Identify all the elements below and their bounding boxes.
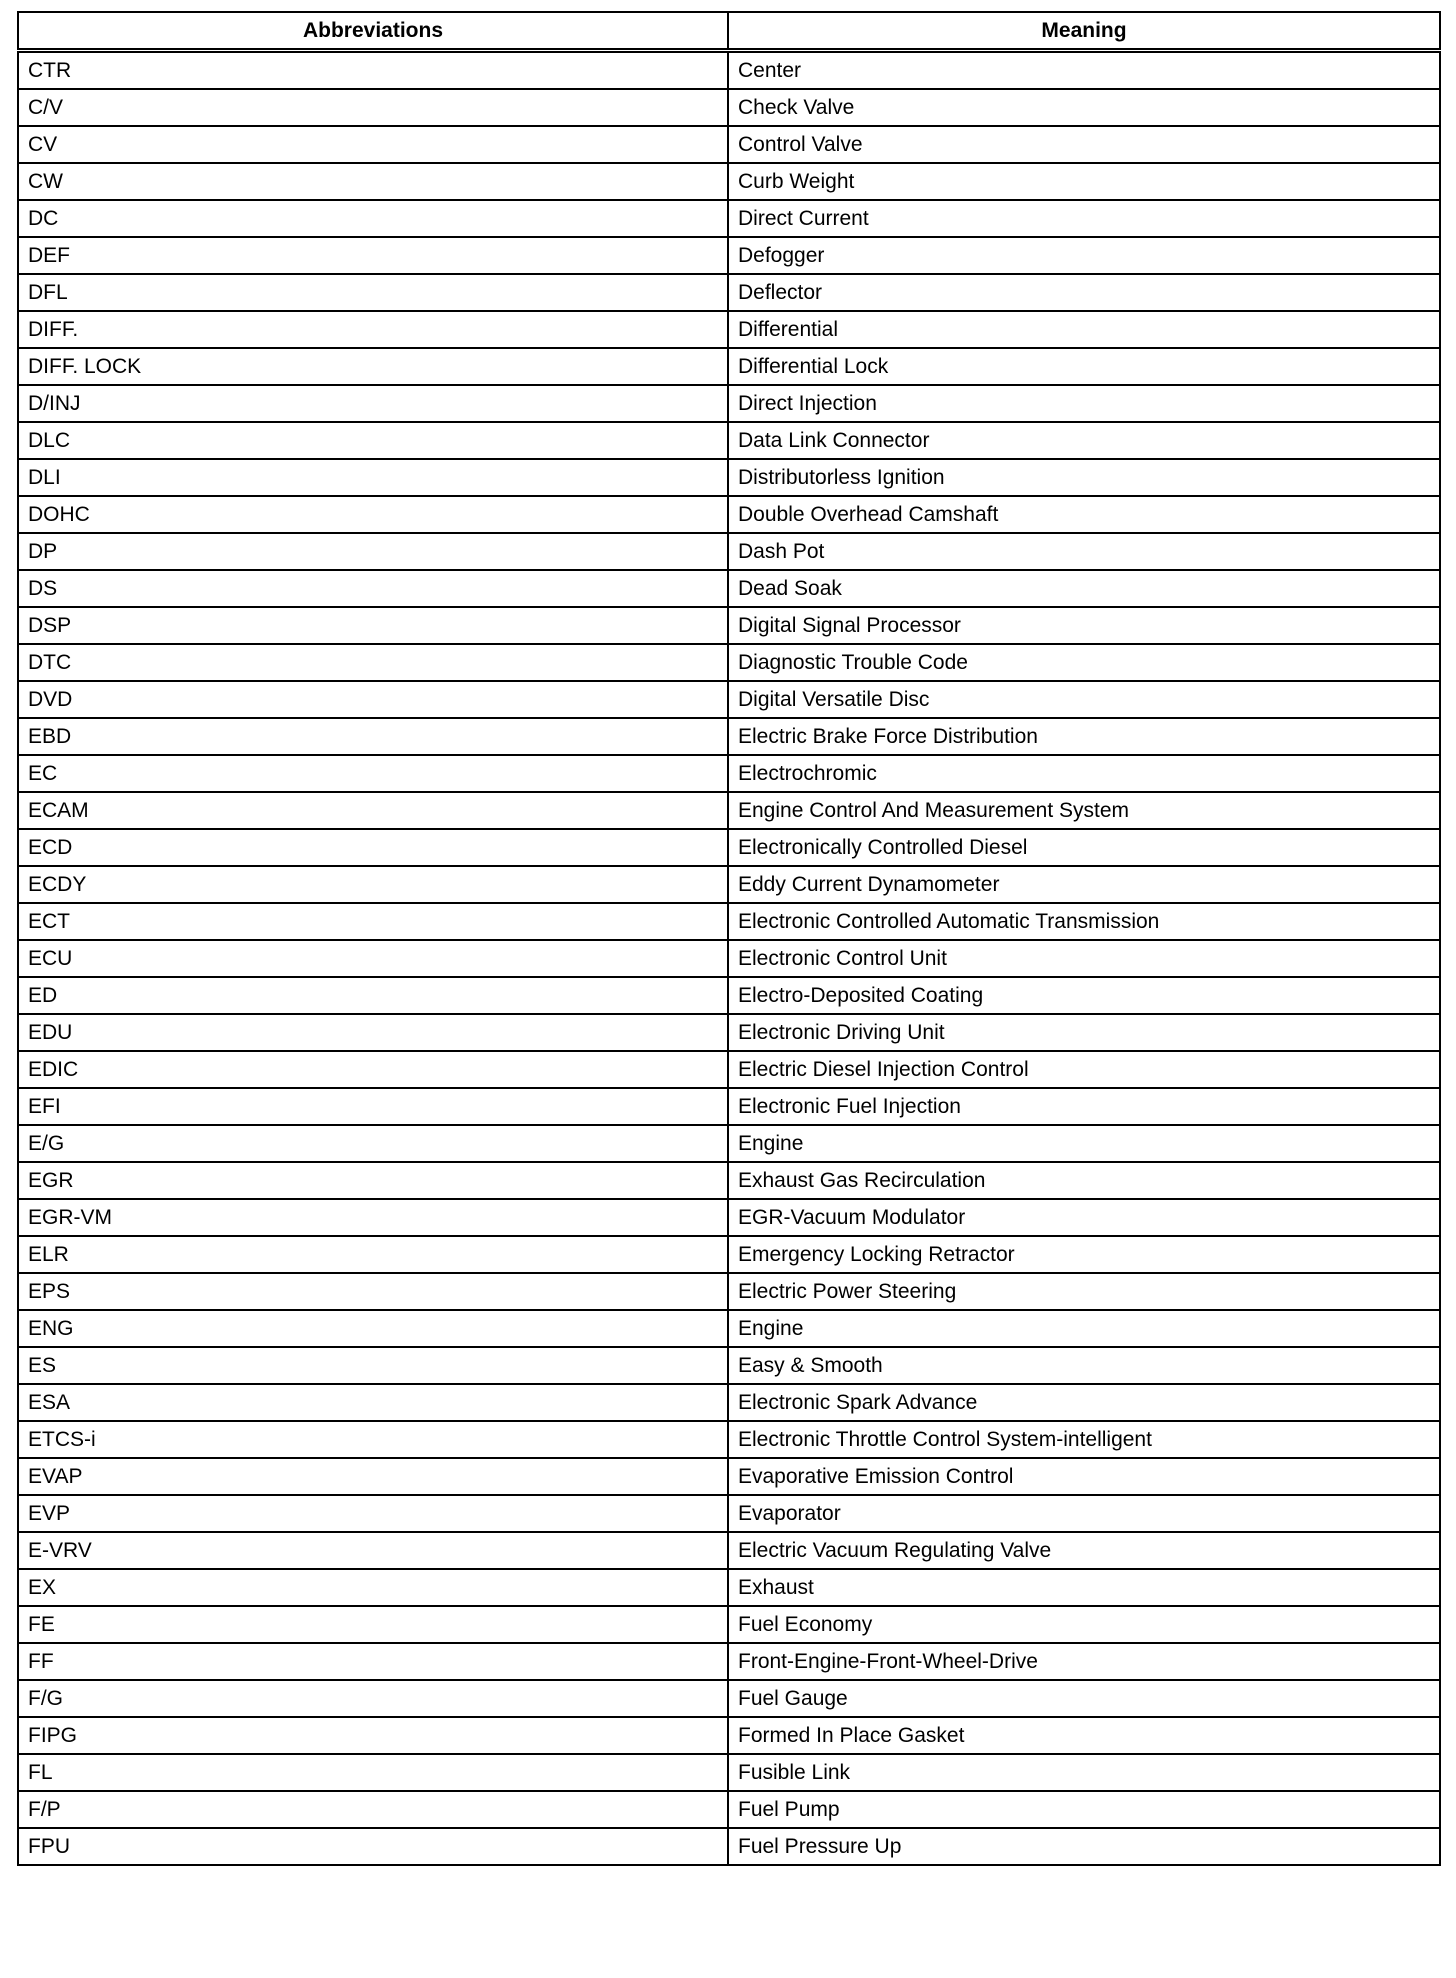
abbreviations-table <box>17 11 1441 1866</box>
meaning-cell: Engine Control And Measurement System <box>728 792 1440 829</box>
meaning-cell: Double Overhead Camshaft <box>728 496 1440 533</box>
table-row <box>18 1495 1440 1532</box>
meaning-cell: Electric Power Steering <box>728 1273 1440 1310</box>
abbreviation-cell: FIPG <box>18 1717 728 1754</box>
abbreviation-cell: F/P <box>18 1791 728 1828</box>
abbreviation-cell: EX <box>18 1569 728 1606</box>
meaning-cell: Electronic Fuel Injection <box>728 1088 1440 1125</box>
table-row <box>18 1014 1440 1051</box>
table-row <box>18 533 1440 570</box>
abbreviation-cell: ECU <box>18 940 728 977</box>
meaning-cell: Diagnostic Trouble Code <box>728 644 1440 681</box>
meaning-cell: Exhaust <box>728 1569 1440 1606</box>
table-row <box>18 385 1440 422</box>
meaning-cell: Distributorless Ignition <box>728 459 1440 496</box>
meaning-cell: Fusible Link <box>728 1754 1440 1791</box>
table-row <box>18 1532 1440 1569</box>
abbreviation-cell: EGR <box>18 1162 728 1199</box>
abbreviation-cell: ECD <box>18 829 728 866</box>
abbreviation-cell: FE <box>18 1606 728 1643</box>
table-row <box>18 200 1440 237</box>
abbreviation-cell: EVP <box>18 1495 728 1532</box>
meaning-cell: Curb Weight <box>728 163 1440 200</box>
abbreviation-cell: DLC <box>18 422 728 459</box>
abbreviation-cell: DFL <box>18 274 728 311</box>
abbreviation-cell: ESA <box>18 1384 728 1421</box>
abbreviation-cell: FF <box>18 1643 728 1680</box>
meaning-cell: Fuel Gauge <box>728 1680 1440 1717</box>
meaning-cell: Electronic Spark Advance <box>728 1384 1440 1421</box>
table-row <box>18 496 1440 533</box>
abbreviation-cell: E/G <box>18 1125 728 1162</box>
table-row <box>18 755 1440 792</box>
abbreviation-cell: DIFF. <box>18 311 728 348</box>
abbreviation-cell: EVAP <box>18 1458 728 1495</box>
header-row <box>18 12 1440 51</box>
abbreviation-cell: DC <box>18 200 728 237</box>
table-header <box>18 12 1440 51</box>
meaning-cell: Fuel Pump <box>728 1791 1440 1828</box>
table-row <box>18 1643 1440 1680</box>
table-row <box>18 1347 1440 1384</box>
meaning-cell: Electronically Controlled Diesel <box>728 829 1440 866</box>
abbreviation-cell: ETCS-i <box>18 1421 728 1458</box>
table-row <box>18 1421 1440 1458</box>
meaning-cell: Emergency Locking Retractor <box>728 1236 1440 1273</box>
table-row <box>18 51 1440 90</box>
table-row <box>18 311 1440 348</box>
meaning-cell: Engine <box>728 1310 1440 1347</box>
abbreviation-cell: DIFF. LOCK <box>18 348 728 385</box>
meaning-cell: Electronic Throttle Control System-intelligent <box>728 1421 1440 1458</box>
column-header-meaning: Meaning <box>728 12 1440 51</box>
abbreviation-cell: ECAM <box>18 792 728 829</box>
table-row <box>18 718 1440 755</box>
meaning-cell: Fuel Economy <box>728 1606 1440 1643</box>
table-row <box>18 607 1440 644</box>
meaning-cell: Electronic Control Unit <box>728 940 1440 977</box>
meaning-cell: Defogger <box>728 237 1440 274</box>
meaning-cell: Electric Vacuum Regulating Valve <box>728 1532 1440 1569</box>
abbreviation-cell: EDIC <box>18 1051 728 1088</box>
table-row <box>18 422 1440 459</box>
meaning-cell: Differential <box>728 311 1440 348</box>
table-row <box>18 1125 1440 1162</box>
table-row <box>18 274 1440 311</box>
table-body <box>18 51 1440 1866</box>
abbreviation-cell: DVD <box>18 681 728 718</box>
table-row <box>18 940 1440 977</box>
table-row <box>18 348 1440 385</box>
table-row <box>18 1310 1440 1347</box>
abbreviation-cell: DEF <box>18 237 728 274</box>
abbreviation-cell: EDU <box>18 1014 728 1051</box>
table-row <box>18 1088 1440 1125</box>
table-row <box>18 1236 1440 1273</box>
meaning-cell: Control Valve <box>728 126 1440 163</box>
table-row <box>18 866 1440 903</box>
meaning-cell: EGR-Vacuum Modulator <box>728 1199 1440 1236</box>
table-row <box>18 1828 1440 1865</box>
meaning-cell: Eddy Current Dynamometer <box>728 866 1440 903</box>
table-row <box>18 1754 1440 1791</box>
abbreviation-cell: FL <box>18 1754 728 1791</box>
meaning-cell: Engine <box>728 1125 1440 1162</box>
meaning-cell: Digital Versatile Disc <box>728 681 1440 718</box>
table-row <box>18 903 1440 940</box>
table-row <box>18 570 1440 607</box>
meaning-cell: Front-Engine-Front-Wheel-Drive <box>728 1643 1440 1680</box>
meaning-cell: Electrochromic <box>728 755 1440 792</box>
meaning-cell: Electronic Driving Unit <box>728 1014 1440 1051</box>
abbreviation-cell: C/V <box>18 89 728 126</box>
meaning-cell: Check Valve <box>728 89 1440 126</box>
table-row <box>18 459 1440 496</box>
abbreviation-cell: EC <box>18 755 728 792</box>
meaning-cell: Deflector <box>728 274 1440 311</box>
abbreviation-cell: E-VRV <box>18 1532 728 1569</box>
abbreviation-cell: F/G <box>18 1680 728 1717</box>
abbreviation-cell: EGR-VM <box>18 1199 728 1236</box>
meaning-cell: Differential Lock <box>728 348 1440 385</box>
abbreviation-cell: D/INJ <box>18 385 728 422</box>
column-header-abbreviations: Abbreviations <box>18 12 728 51</box>
meaning-cell: Fuel Pressure Up <box>728 1828 1440 1865</box>
meaning-cell: Dead Soak <box>728 570 1440 607</box>
table-row <box>18 1162 1440 1199</box>
table-row <box>18 1051 1440 1088</box>
abbreviation-cell: DLI <box>18 459 728 496</box>
meaning-cell: Electronic Controlled Automatic Transmission <box>728 903 1440 940</box>
abbreviation-cell: DTC <box>18 644 728 681</box>
abbreviation-cell: CV <box>18 126 728 163</box>
table-row <box>18 126 1440 163</box>
abbreviation-cell: ES <box>18 1347 728 1384</box>
abbreviation-cell: EBD <box>18 718 728 755</box>
table-row <box>18 829 1440 866</box>
table-row <box>18 1458 1440 1495</box>
abbreviation-cell: DSP <box>18 607 728 644</box>
table-row <box>18 1199 1440 1236</box>
table-row <box>18 1384 1440 1421</box>
abbreviation-cell: ECDY <box>18 866 728 903</box>
meaning-cell: Evaporator <box>728 1495 1440 1532</box>
abbreviation-cell: EPS <box>18 1273 728 1310</box>
meaning-cell: Exhaust Gas Recirculation <box>728 1162 1440 1199</box>
meaning-cell: Electric Brake Force Distribution <box>728 718 1440 755</box>
table-row <box>18 1791 1440 1828</box>
abbreviation-cell: DOHC <box>18 496 728 533</box>
meaning-cell: Formed In Place Gasket <box>728 1717 1440 1754</box>
table-row <box>18 792 1440 829</box>
abbreviation-cell: ELR <box>18 1236 728 1273</box>
abbreviation-cell: EFI <box>18 1088 728 1125</box>
abbreviation-cell: FPU <box>18 1828 728 1865</box>
abbreviation-cell: CW <box>18 163 728 200</box>
table-row <box>18 1273 1440 1310</box>
table-row <box>18 89 1440 126</box>
table-row <box>18 644 1440 681</box>
table-row <box>18 681 1440 718</box>
meaning-cell: Electric Diesel Injection Control <box>728 1051 1440 1088</box>
meaning-cell: Center <box>728 51 1440 90</box>
table-row <box>18 1717 1440 1754</box>
table-row <box>18 1569 1440 1606</box>
table-row <box>18 163 1440 200</box>
meaning-cell: Evaporative Emission Control <box>728 1458 1440 1495</box>
abbreviation-cell: ECT <box>18 903 728 940</box>
table-row <box>18 237 1440 274</box>
meaning-cell: Data Link Connector <box>728 422 1440 459</box>
abbreviation-cell: ENG <box>18 1310 728 1347</box>
meaning-cell: Easy & Smooth <box>728 1347 1440 1384</box>
abbreviation-cell: DP <box>18 533 728 570</box>
meaning-cell: Electro-Deposited Coating <box>728 977 1440 1014</box>
meaning-cell: Direct Current <box>728 200 1440 237</box>
meaning-cell: Dash Pot <box>728 533 1440 570</box>
table-row <box>18 1680 1440 1717</box>
meaning-cell: Direct Injection <box>728 385 1440 422</box>
abbreviation-cell: DS <box>18 570 728 607</box>
meaning-cell: Digital Signal Processor <box>728 607 1440 644</box>
abbreviation-cell: CTR <box>18 51 728 90</box>
abbreviation-cell: ED <box>18 977 728 1014</box>
table-row <box>18 977 1440 1014</box>
table-row <box>18 1606 1440 1643</box>
